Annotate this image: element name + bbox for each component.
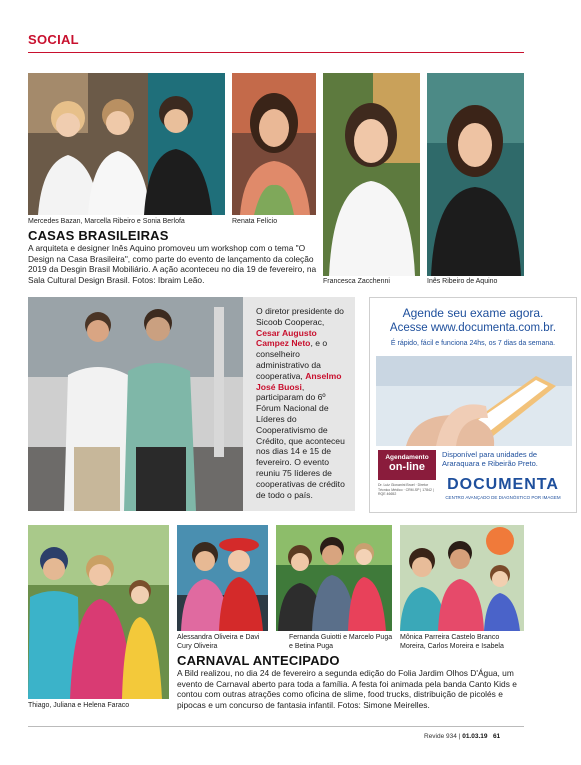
photo-sicoob-directors <box>28 297 243 511</box>
ad-headline-2: Acesse www.documenta.com.br. <box>389 322 557 334</box>
body-carnaval: A Bild realizou, no dia 24 de fevereiro a segunda edição do Folia Jardim Olhos D'Água, um evento de Carnaval aberto para toda a família. A festa foi animada pela banda Canto Kids e contou com outras atrações como oficina de slime, food trucks, distribuição de picolés e pipocas e um concurso de fantasia infantil. Fotos: Simone Meirelles. <box>177 668 517 710</box>
photo-monica-carlos-isabela <box>400 525 524 631</box>
sicoob-name-anselmo: Anselmo José Buosi <box>256 370 342 392</box>
footer-separator: | <box>456 733 463 740</box>
ad-phone-image <box>376 356 572 446</box>
photo-ines-ribeiro-de-aquino <box>427 73 524 276</box>
documenta-ad[interactable] <box>369 297 577 513</box>
ad-scheduling-badge <box>378 450 436 480</box>
footer-magazine: Revide 934 <box>424 733 457 740</box>
ad-badge-top: Agendamento <box>385 454 429 461</box>
ad-header <box>370 298 576 360</box>
sicoob-text-part3: , participaram do 6º Fórum Nacional de Líderes do Cooperativismo de Crédito, que aconteceu nos dias 14 e 15 de fevereiro. O evento reuniu 75 líderes de cooperativas de crédito de todo o país. <box>256 381 345 500</box>
photo-francesca-zacchenni <box>323 73 420 276</box>
sicoob-name-cesar: Cesar Augusto Campez Neto <box>256 327 317 349</box>
photo-fernanda-marcelo-betina <box>276 525 392 631</box>
ad-subline: É rápido, fácil e funciona 24hs, os 7 dias da semana. <box>390 340 556 347</box>
sicoob-text <box>256 306 348 500</box>
caption-monica: Mônica Parreira Castelo Branco Moreira, Carlos Moreira e Isabela <box>400 634 504 650</box>
photo-group-three-women <box>28 73 225 215</box>
caption-ines: Inês Ribeiro de Aquino <box>427 278 498 285</box>
footer-page-number: 61 <box>492 733 501 740</box>
footer-rule <box>28 726 524 727</box>
ad-doctor-info: Dr. Luiz Giovanini Bruel · Diretor Técnico Médico · CRM-SP | 17842 | RQE 46652 <box>378 483 434 496</box>
photo-thiago-juliana-helena <box>28 525 169 699</box>
caption-renata: Renata Felício <box>232 218 278 225</box>
footer <box>424 733 500 740</box>
section-rule <box>28 52 524 53</box>
photo-renata-felicio <box>232 73 316 215</box>
caption-group-three-women: Mercedes Bazan, Marcella Ribeiro e Sonia Berlofa <box>28 218 185 225</box>
ad-headline-1: Agende seu exame agora. <box>402 306 544 320</box>
ad-badge-bottom: on-line <box>388 461 426 473</box>
caption-alessandra: Alessandra Oliveira e Davi Cury Oliveira <box>177 634 260 650</box>
photo-alessandra-davi <box>177 525 268 631</box>
ad-tagline: CENTRO AVANÇADO DE DIAGNÓSTICO POR IMAGEM <box>445 495 561 500</box>
sicoob-text-part1: O diretor presidente do Sicoob Cooperac, <box>256 306 344 327</box>
sicoob-text-part2: , e o conselheiro administrativo da cooperativa, <box>256 338 328 381</box>
caption-francesca: Francesca Zacchenni <box>323 278 390 285</box>
body-casas-brasileiras: A arquiteta e designer Inês Aquino promoveu um workshop com o tema "O Design na Casa Brasileira", como parte do evento de lançamento da coleção 2019 da Desgin Brasil Mobiliário. A ação aconteceu no dia 19 de fevereiro, na Sala Cultural Design Brasil. Fotos: Ibraim Leão. <box>28 243 317 285</box>
caption-thiago: Thiago, Juliana e Helena Faraco <box>28 702 130 709</box>
ad-availability: Disponível para unidades de Araraquara e Ribeirão Preto. <box>442 450 538 468</box>
caption-fernanda: Fernanda Guiotti e Marcelo Puga e Betina Puga <box>289 634 393 650</box>
headline-carnaval: CARNAVAL ANTECIPADO <box>177 653 340 668</box>
footer-date: 01.03.19 <box>462 733 488 740</box>
headline-casas-brasileiras: CASAS BRASILEIRAS <box>28 228 169 243</box>
ad-brand: DOCUMENTA <box>447 476 559 493</box>
section-title: SOCIAL <box>28 32 79 47</box>
